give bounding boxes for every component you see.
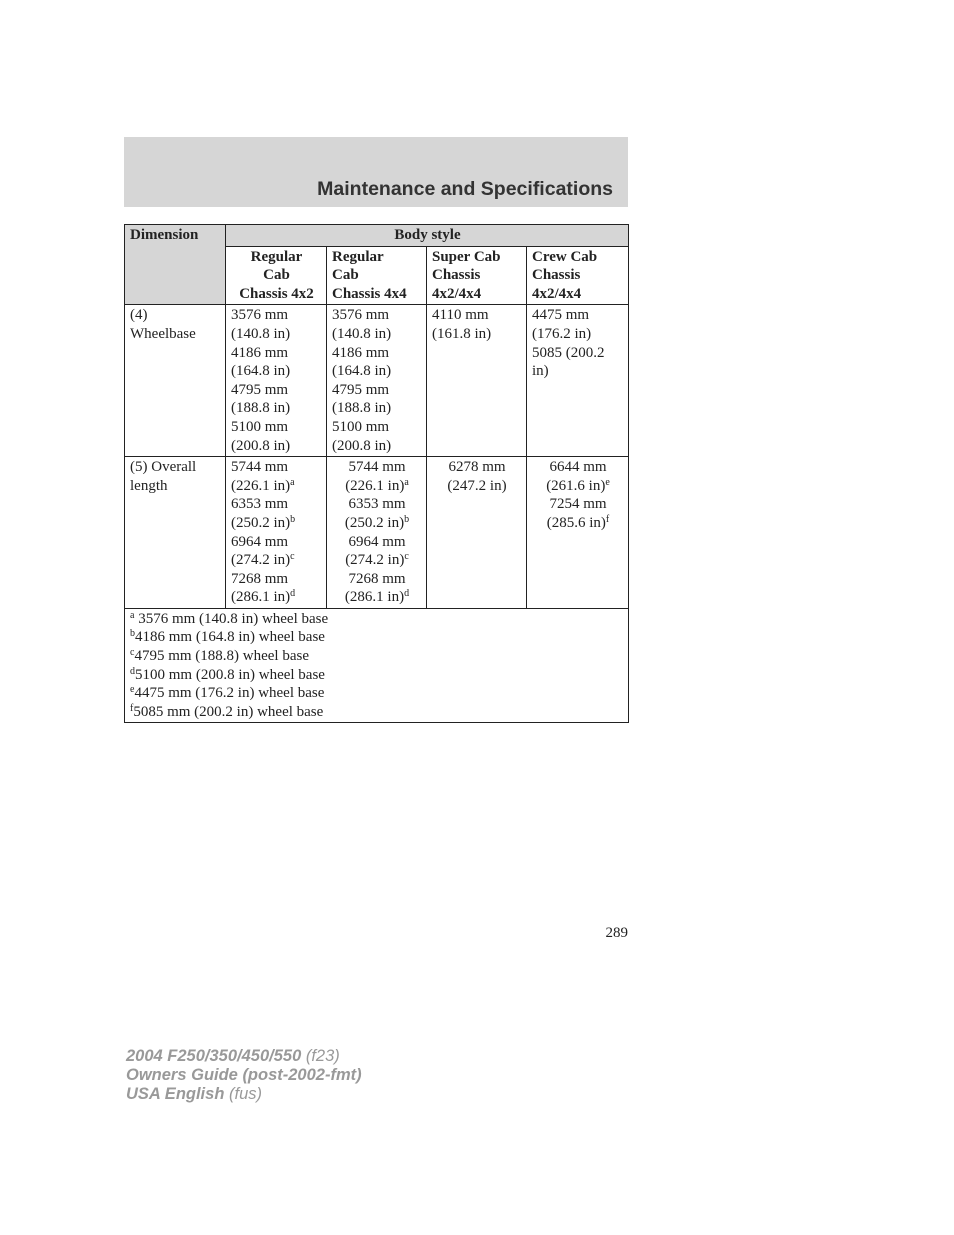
table-row-wheelbase <box>125 305 629 457</box>
row-label-line: Wheelbase <box>130 325 196 342</box>
value-line: (200.8 in) <box>231 437 291 454</box>
row-label-line: length <box>130 477 168 494</box>
value-line: 6644 mm <box>549 459 607 476</box>
dimension-header: Dimension <box>125 225 226 305</box>
footnote: $^e$4475 mm (176.2 in) wheel base <box>130 684 325 702</box>
value-line: (188.8 in) <box>332 400 392 417</box>
value-line: 5100 mm <box>332 418 390 435</box>
table-cell <box>327 305 427 457</box>
page-number: 289 <box>605 925 628 941</box>
footer-line-model: 2004 F250/350/450/550 (f23) <box>126 1047 340 1065</box>
value-line: 7268 mm <box>348 570 406 587</box>
header-line: Chassis 4x2 <box>239 285 314 302</box>
row-label-line: (4) <box>130 307 148 324</box>
header-line: Chassis 4x4 <box>332 285 407 302</box>
header-line: Chassis <box>432 267 481 284</box>
footnote-mark: c <box>404 551 409 563</box>
row-label-line: (5) Overall <box>130 459 197 476</box>
value-line: 4186 mm <box>332 344 390 361</box>
value-line: (176.2 in) <box>532 325 592 342</box>
value-line: 3576 mm <box>231 307 289 324</box>
value-line: 4795 mm <box>231 381 289 398</box>
footnotes <box>125 608 629 723</box>
value-line: 5100 mm <box>231 418 289 435</box>
footer-line-language: USA English (fus) <box>126 1085 262 1103</box>
footnote-mark: b <box>290 513 296 525</box>
column-header-regular-cab-4x4 <box>327 246 427 305</box>
footnote-mark: e <box>605 476 610 488</box>
table-footnotes-row <box>125 608 629 723</box>
value-line: (285.6 in)$^f$ <box>546 513 610 531</box>
table-row-overall-length <box>125 457 629 609</box>
header-line: Cab <box>263 267 290 284</box>
section-title: Maintenance and Specifications <box>317 178 613 200</box>
table-header-row <box>125 225 629 247</box>
footnote: $^f$5085 mm (200.2 in) wheel base <box>130 702 324 720</box>
row-label-overall-length <box>125 457 226 609</box>
value-line: 7254 mm <box>549 496 607 513</box>
value-line: 4795 mm <box>332 381 390 398</box>
table-cell <box>527 457 629 609</box>
value-line: (274.2 in)$^c$ <box>231 551 295 569</box>
value-line: (250.2 in)$^b$ <box>231 513 296 531</box>
value-line: (286.1 in)$^d$ <box>231 588 296 606</box>
footnote-mark: c <box>290 551 295 563</box>
value-line: (140.8 in) <box>231 325 291 342</box>
value-line: (286.1 in)$^d$ <box>344 588 410 606</box>
value-line: (226.1 in)$^a$ <box>231 476 295 494</box>
column-header-super-cab <box>427 246 527 305</box>
document-footer <box>126 1047 362 1104</box>
header-line: 4x2/4x4 <box>532 285 582 302</box>
table-cell <box>427 305 527 457</box>
table-cell <box>327 457 427 609</box>
value-line: (200.8 in) <box>332 437 392 454</box>
value-line: 6964 mm <box>231 533 289 550</box>
footnote: $^b$4186 mm (164.8 in) wheel base <box>130 628 325 646</box>
footnote-mark: a <box>290 476 295 488</box>
column-header-regular-cab-4x2 <box>226 246 327 305</box>
value-line: (226.1 in)$^a$ <box>345 476 409 494</box>
footnote: $^a$ 3576 mm (140.8 in) wheel base <box>130 609 329 627</box>
header-line: Super Cab <box>432 248 501 265</box>
header-line: Regular <box>250 248 303 265</box>
footnote: $^d$5100 mm (200.8 in) wheel base <box>130 665 325 683</box>
value-line: (161.8 in) <box>432 325 492 342</box>
value-line: (188.8 in) <box>231 400 291 417</box>
header-line: Regular <box>332 248 384 265</box>
value-line: (274.2 in)$^c$ <box>345 551 409 569</box>
value-line: (164.8 in) <box>332 363 392 380</box>
header-line: Chassis <box>532 267 581 284</box>
body-style-header: Body style <box>226 225 629 247</box>
value-line: (250.2 in)$^b$ <box>344 513 410 531</box>
value-line: (140.8 in) <box>332 325 392 342</box>
value-line: 6278 mm <box>448 459 506 476</box>
section-header-band <box>124 137 628 207</box>
row-label-wheelbase <box>125 305 226 457</box>
value-line: 5085 (200.2 <box>532 344 605 361</box>
value-line: 4110 mm <box>432 307 489 324</box>
table-cell <box>226 457 327 609</box>
value-line: 6353 mm <box>348 496 406 513</box>
value-line: (261.6 in)$^e$ <box>546 476 610 494</box>
header-line: Cab <box>332 267 359 284</box>
value-line: (164.8 in) <box>231 363 291 380</box>
value-line: 6964 mm <box>348 533 406 550</box>
value-line: (247.2 in) <box>447 477 507 494</box>
footnote-mark: d <box>404 588 410 600</box>
value-line: 3576 mm <box>332 307 390 324</box>
footnote-mark: b <box>404 513 410 525</box>
footnote: $^c$4795 mm (188.8) wheel base <box>130 647 309 665</box>
value-line: 6353 mm <box>231 496 289 513</box>
footer-line-guide: Owners Guide (post-2002-fmt) <box>126 1066 362 1084</box>
column-header-crew-cab <box>527 246 629 305</box>
footnote-mark: f <box>605 513 610 525</box>
table-cell <box>527 305 629 457</box>
value-line: in) <box>532 363 549 380</box>
dimensions-table <box>124 224 629 723</box>
value-line: 4186 mm <box>231 344 289 361</box>
header-line: 4x2/4x4 <box>432 285 482 302</box>
header-line: Crew Cab <box>532 248 598 265</box>
value-line: 4475 mm <box>532 307 590 324</box>
value-line: 5744 mm <box>348 459 406 476</box>
footnote-mark: d <box>290 588 296 600</box>
footnote-mark: a <box>404 476 409 488</box>
value-line: 7268 mm <box>231 570 289 587</box>
table-cell <box>427 457 527 609</box>
value-line: 5744 mm <box>231 459 289 476</box>
table-cell <box>226 305 327 457</box>
